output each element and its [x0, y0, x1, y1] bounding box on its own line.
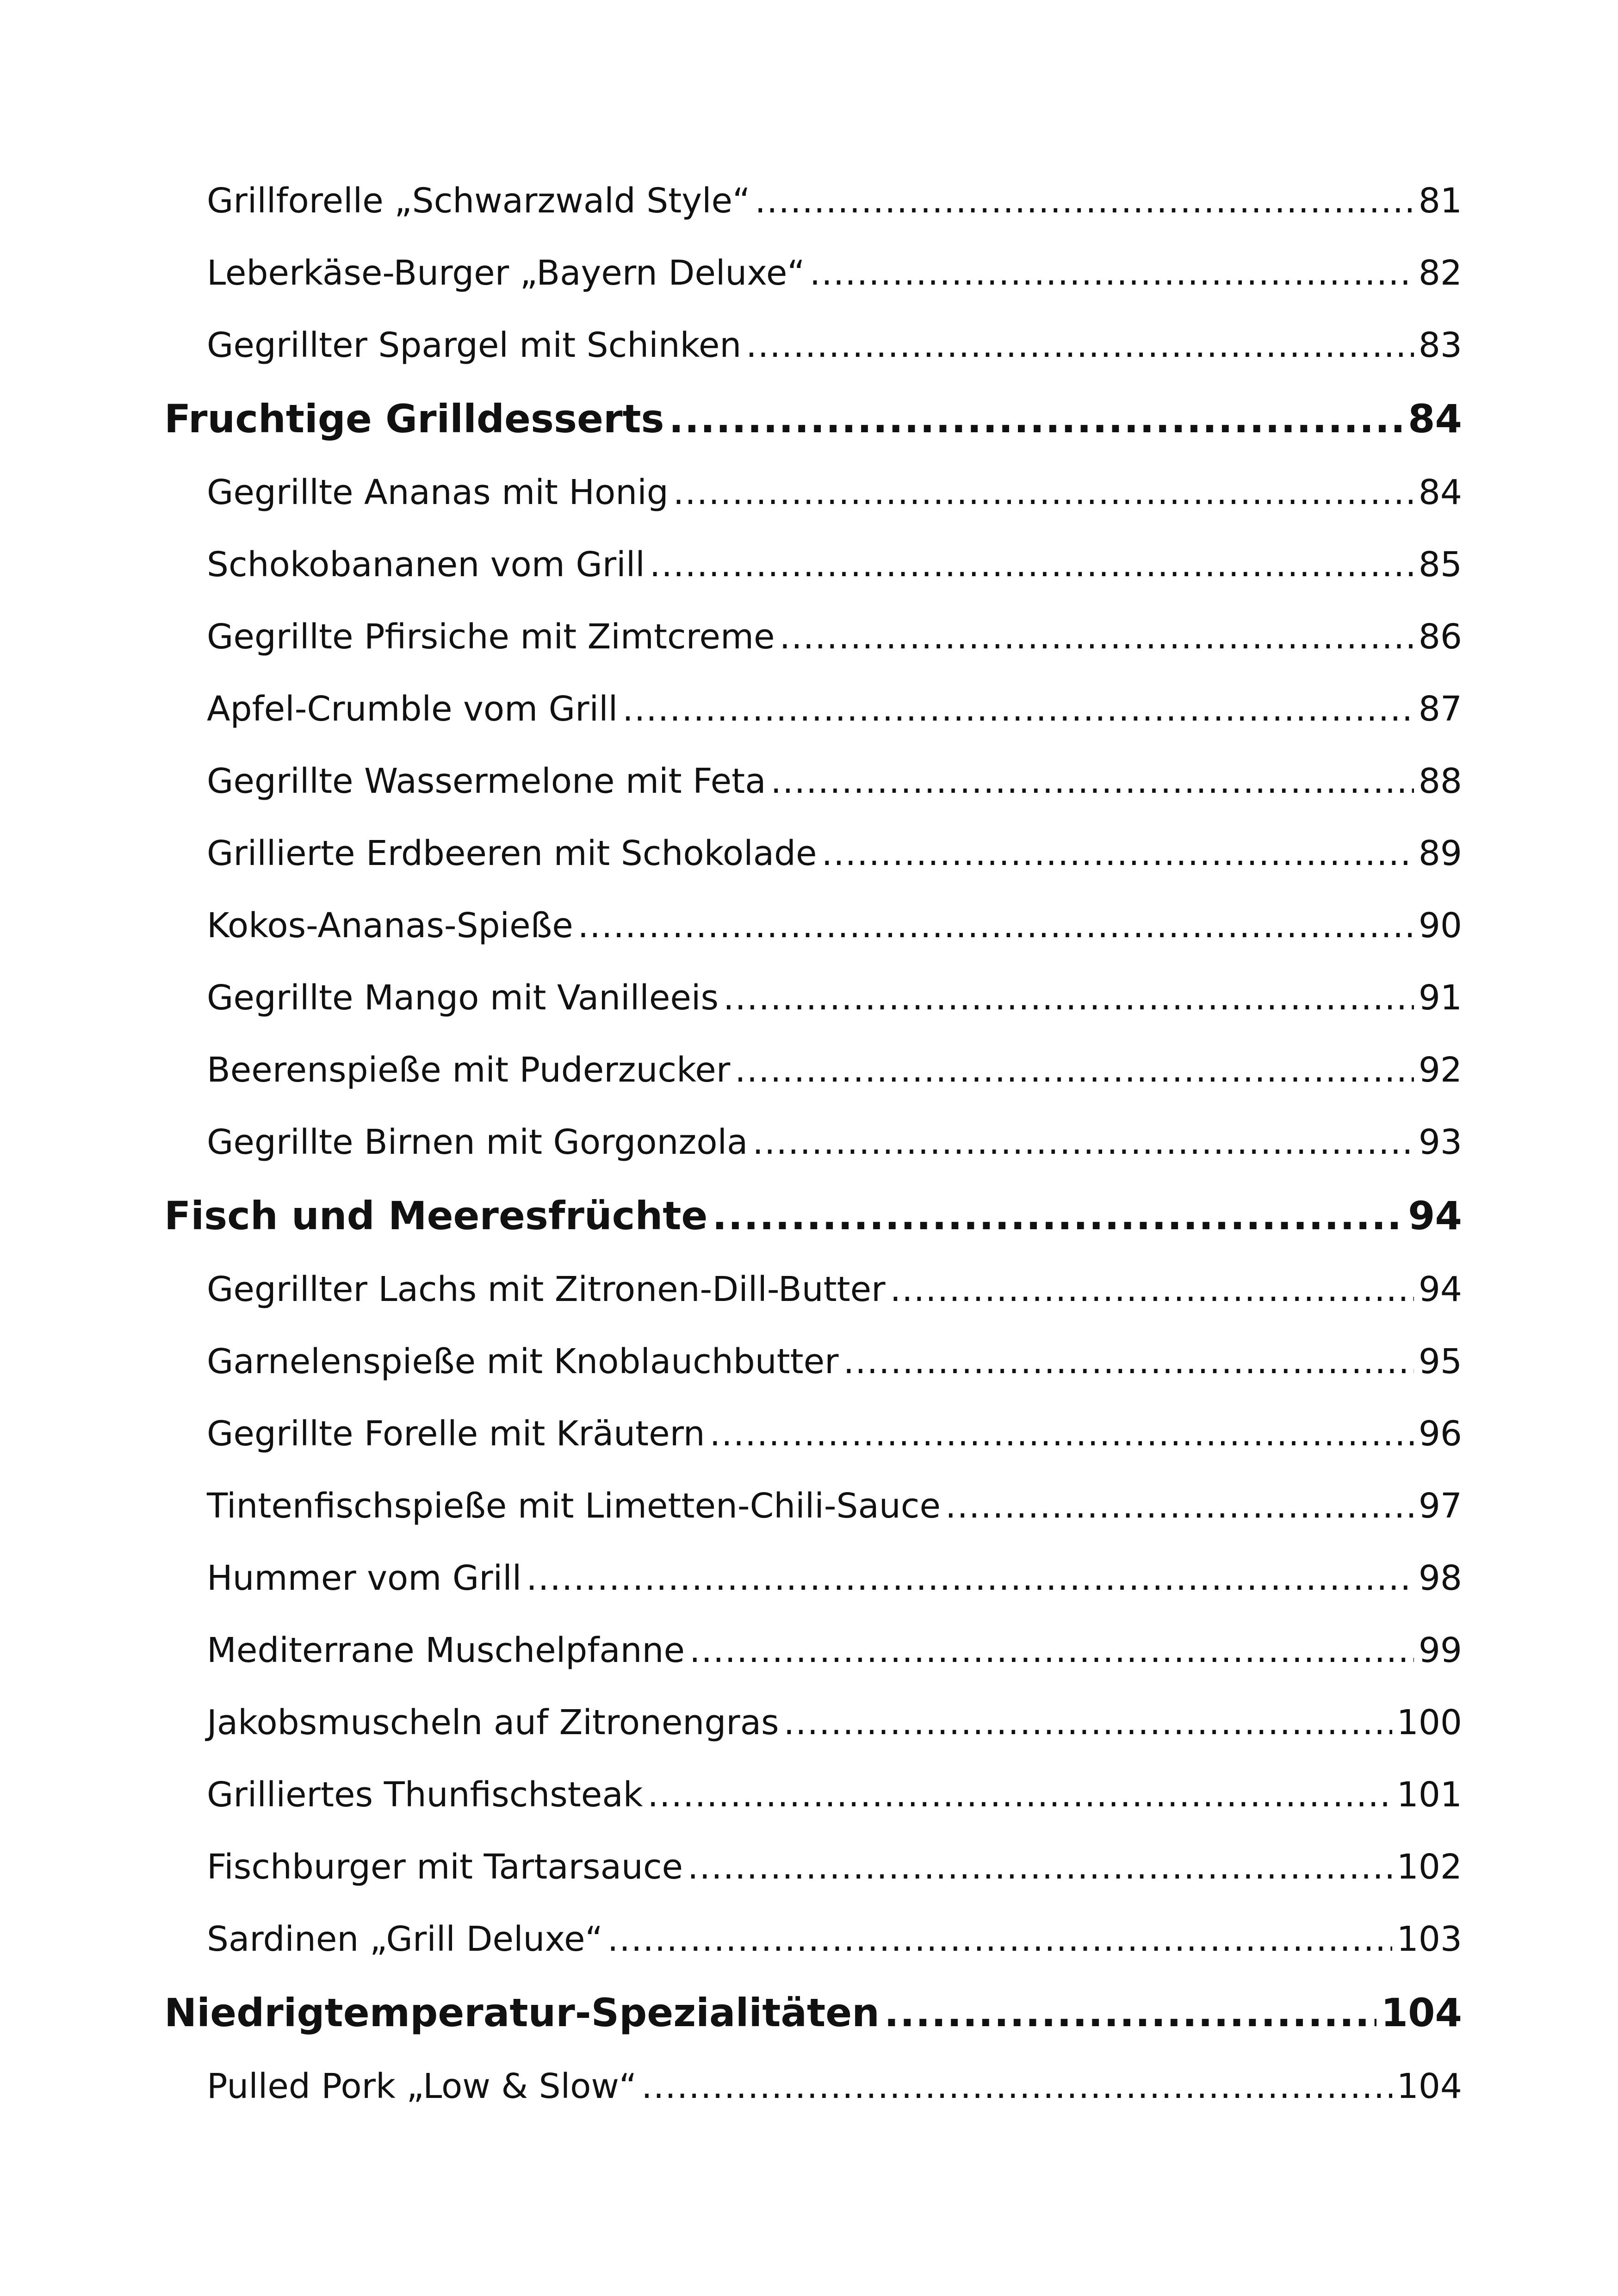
toc-dot-leader: [945, 1470, 1414, 1542]
toc-entry-title: Gegrillte Pfirsiche mit Zimtcreme: [207, 617, 775, 657]
toc-chapter-heading: [164, 1975, 1462, 2050]
toc-dot-leader: [608, 1903, 1392, 1975]
toc-dot-leader: [669, 381, 1404, 456]
toc-entry-title: Hummer vom Grill: [207, 1558, 522, 1598]
toc-dot-leader: [810, 237, 1414, 309]
toc-dot-leader: [884, 1975, 1376, 2050]
toc-entry-page-number: 104: [1381, 1990, 1462, 2035]
toc-entry-page-number: 98: [1418, 1558, 1462, 1598]
toc-entry-page-number: 100: [1396, 1703, 1462, 1742]
toc-entry-page-number: 88: [1418, 761, 1462, 801]
toc-recipe-entry: [164, 890, 1462, 962]
toc-dot-leader: [735, 1034, 1414, 1106]
toc-recipe-entry: [164, 237, 1462, 309]
toc-entry-page-number: 99: [1418, 1630, 1462, 1670]
toc-dot-leader: [689, 1614, 1414, 1686]
toc-entry-title: Grillforelle „Schwarzwald Style“: [207, 181, 750, 221]
toc-dot-leader: [578, 890, 1414, 962]
toc-recipe-entry: [164, 1831, 1462, 1903]
toc-entry-title: Kokos-Ananas-Spieße: [207, 906, 573, 946]
toc-entry-page-number: 90: [1418, 906, 1462, 946]
toc-dot-leader: [710, 1398, 1414, 1470]
toc-recipe-entry: [164, 1759, 1462, 1831]
toc-recipe-entry: [164, 2050, 1462, 2122]
toc-dot-leader: [723, 962, 1414, 1034]
toc-entry-page-number: 103: [1396, 1919, 1462, 1959]
toc-entry-title: Mediterrane Muschelpfanne: [207, 1630, 685, 1670]
toc-entry-page-number: 87: [1418, 689, 1462, 729]
toc-recipe-entry: [164, 1325, 1462, 1398]
toc-entry-title: Fruchtige Grilldesserts: [164, 396, 664, 442]
toc-entry-page-number: 96: [1418, 1414, 1462, 1454]
toc-recipe-entry: [164, 1398, 1462, 1470]
toc-entry-title: Fischburger mit Tartarsauce: [207, 1847, 683, 1887]
toc-entry-title: Gegrillte Wassermelone mit Feta: [207, 761, 766, 801]
toc-entry-title: Apfel-Crumble vom Grill: [207, 689, 618, 729]
toc-entry-title: Gegrillte Forelle mit Kräutern: [207, 1414, 705, 1454]
toc-entry-title: Gegrillte Birnen mit Gorgonzola: [207, 1122, 748, 1162]
toc-entry-page-number: 94: [1408, 1193, 1462, 1238]
toc-dot-leader: [771, 745, 1414, 817]
toc-dot-leader: [746, 309, 1414, 381]
toc-recipe-entry: [164, 1034, 1462, 1106]
toc-dot-leader: [843, 1325, 1414, 1398]
toc-recipe-entry: [164, 1903, 1462, 1975]
toc-entry-title: Sardinen „Grill Deluxe“: [207, 1919, 603, 1959]
toc-entry-page-number: 102: [1396, 1847, 1462, 1887]
toc-entry-page-number: 82: [1418, 253, 1462, 293]
toc-dot-leader: [712, 1178, 1403, 1253]
toc-dot-leader: [648, 1759, 1392, 1831]
toc-recipe-entry: [164, 1614, 1462, 1686]
toc-entry-title: Gegrillter Spargel mit Schinken: [207, 325, 742, 365]
toc-recipe-entry: [164, 529, 1462, 601]
toc-recipe-entry: [164, 456, 1462, 529]
toc-recipe-entry: [164, 309, 1462, 381]
toc-entry-title: Garnelenspieße mit Knoblauchbutter: [207, 1342, 839, 1381]
toc-recipe-entry: [164, 962, 1462, 1034]
toc-entry-page-number: 86: [1418, 617, 1462, 657]
toc-entry-page-number: 97: [1418, 1486, 1462, 1526]
toc-recipe-entry: [164, 673, 1462, 745]
toc-recipe-entry: [164, 1253, 1462, 1325]
table-of-contents: [164, 165, 1462, 2122]
toc-recipe-entry: [164, 1106, 1462, 1178]
toc-dot-leader: [650, 529, 1414, 601]
toc-recipe-entry: [164, 817, 1462, 890]
toc-chapter-heading: [164, 381, 1462, 456]
toc-entry-title: Grilliertes Thunfischsteak: [207, 1775, 643, 1815]
toc-entry-page-number: 84: [1418, 473, 1462, 512]
toc-entry-page-number: 92: [1418, 1050, 1462, 1090]
toc-entry-title: Pulled Pork „Low & Slow“: [207, 2066, 637, 2106]
toc-entry-title: Beerenspieße mit Puderzucker: [207, 1050, 731, 1090]
toc-dot-leader: [673, 456, 1414, 529]
toc-entry-title: Leberkäse-Burger „Bayern Deluxe“: [207, 253, 805, 293]
toc-entry-title: Fisch und Meeresfrüchte: [164, 1193, 708, 1238]
toc-chapter-heading: [164, 1178, 1462, 1253]
toc-dot-leader: [622, 673, 1414, 745]
toc-dot-leader: [526, 1542, 1414, 1614]
toc-dot-leader: [641, 2050, 1392, 2122]
toc-entry-page-number: 81: [1418, 181, 1462, 221]
toc-dot-leader: [688, 1831, 1392, 1903]
toc-entry-page-number: 95: [1418, 1342, 1462, 1381]
toc-recipe-entry: [164, 1470, 1462, 1542]
toc-recipe-entry: [164, 1686, 1462, 1759]
toc-entry-title: Gegrillte Mango mit Vanilleeis: [207, 978, 719, 1018]
toc-dot-leader: [752, 1106, 1413, 1178]
toc-dot-leader: [780, 601, 1414, 673]
toc-entry-page-number: 89: [1418, 834, 1462, 873]
toc-recipe-entry: [164, 165, 1462, 237]
toc-recipe-entry: [164, 601, 1462, 673]
toc-entry-title: Jakobsmuscheln auf Zitronengras: [207, 1703, 779, 1742]
toc-entry-page-number: 93: [1418, 1122, 1462, 1162]
toc-entry-page-number: 94: [1418, 1269, 1462, 1309]
toc-entry-title: Grillierte Erdbeeren mit Schokolade: [207, 834, 817, 873]
toc-entry-page-number: 83: [1418, 325, 1462, 365]
toc-entry-page-number: 84: [1408, 396, 1462, 442]
toc-entry-title: Schokobananen vom Grill: [207, 545, 645, 585]
toc-dot-leader: [784, 1686, 1392, 1759]
toc-dot-leader: [890, 1253, 1414, 1325]
toc-recipe-entry: [164, 1542, 1462, 1614]
toc-entry-title: Gegrillte Ananas mit Honig: [207, 473, 669, 512]
toc-entry-page-number: 104: [1396, 2066, 1462, 2106]
toc-entry-page-number: 91: [1418, 978, 1462, 1018]
toc-recipe-entry: [164, 745, 1462, 817]
toc-entry-title: Tintenfischspieße mit Limetten-Chili-Sauce: [207, 1486, 941, 1526]
toc-entry-page-number: 85: [1418, 545, 1462, 585]
toc-dot-leader: [822, 817, 1414, 890]
toc-entry-title: Gegrillter Lachs mit Zitronen-Dill-Butter: [207, 1269, 886, 1309]
toc-entry-page-number: 101: [1396, 1775, 1462, 1815]
toc-entry-title: Niedrigtemperatur-Spezialitäten: [164, 1990, 880, 2035]
toc-dot-leader: [755, 165, 1413, 237]
